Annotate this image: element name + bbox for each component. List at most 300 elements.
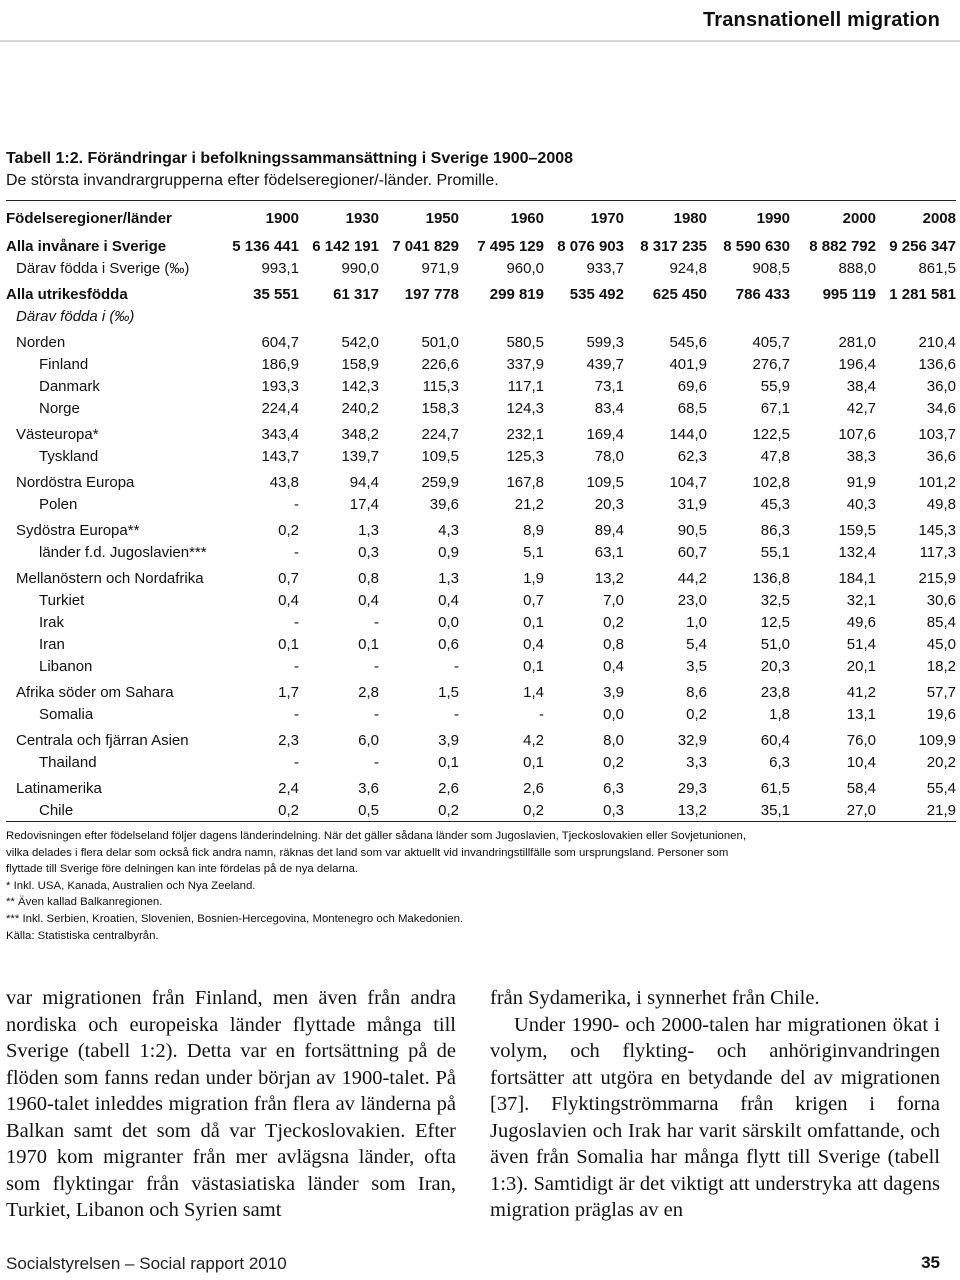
table-cell: 6,3 <box>769 753 790 771</box>
table-cell: 535 492 <box>569 285 624 303</box>
table-cell: 933,7 <box>586 259 624 277</box>
table-cell <box>790 305 876 327</box>
table-cell <box>544 305 624 327</box>
column-header-year: 1900 <box>265 209 299 227</box>
table-note: Källa: Statistiska centralbyrån. <box>6 929 159 942</box>
table-cell: 186,9 <box>261 355 299 373</box>
table-cell: 0,1 <box>278 635 299 653</box>
table-cell: 1,4 <box>523 683 544 701</box>
table-cell: 158,9 <box>341 355 379 373</box>
table-cell: 109,5 <box>586 473 624 491</box>
table-cell: 8,9 <box>523 521 544 539</box>
table-cell: 23,0 <box>677 591 707 609</box>
table-cell: 401,9 <box>669 355 707 373</box>
table-cell: 35,1 <box>760 801 790 819</box>
table-cell: - <box>374 657 379 675</box>
table-cell: 924,8 <box>669 259 707 277</box>
table-cell: 83,4 <box>594 399 624 417</box>
table-cell: 990,0 <box>341 259 379 277</box>
table-cell: 45,3 <box>760 495 790 513</box>
table-cell: 276,7 <box>752 355 790 373</box>
table-cell: 57,7 <box>926 683 956 701</box>
table-cell: 4,3 <box>438 521 459 539</box>
table-cell: 158,3 <box>421 399 459 417</box>
table-cell: 13,2 <box>677 801 707 819</box>
table-cell: 143,7 <box>261 447 299 465</box>
table-cell: 10,4 <box>846 753 876 771</box>
row-label: Mellanöstern och Nordafrika <box>16 569 204 587</box>
table-row <box>6 353 956 375</box>
table-cell: 35 551 <box>253 285 299 303</box>
table-cell: 3,3 <box>686 753 707 771</box>
table-cell: 0,4 <box>523 635 544 653</box>
body-column-right <box>490 985 940 1224</box>
table-cell: 62,3 <box>677 447 707 465</box>
table-cell: - <box>294 657 299 675</box>
table-cell: 0,9 <box>438 543 459 561</box>
table-cell <box>459 305 544 327</box>
table-cell: 55,4 <box>926 779 956 797</box>
page-number: 35 <box>921 1253 940 1272</box>
row-label: Polen <box>39 495 78 513</box>
table-cell: 169,4 <box>586 425 624 443</box>
table-cell: 2,6 <box>523 779 544 797</box>
table-cell: 55,9 <box>760 377 790 395</box>
row-label: Norden <box>16 333 66 351</box>
table-cell: 259,9 <box>421 473 459 491</box>
table-cell: 0,1 <box>438 753 459 771</box>
table-cell: 47,8 <box>760 447 790 465</box>
table-row <box>6 419 956 445</box>
table-cell: 17,4 <box>349 495 379 513</box>
table-row <box>6 799 956 821</box>
table-cell: 3,6 <box>358 779 379 797</box>
table-cell: 36,6 <box>926 447 956 465</box>
table-cell <box>707 305 790 327</box>
table-cell: 101,2 <box>918 473 956 491</box>
table-cell: 159,5 <box>838 521 876 539</box>
table-cell: 1,5 <box>438 683 459 701</box>
table-row <box>6 493 956 515</box>
table-cell: 109,5 <box>421 447 459 465</box>
column-header-region: Födelseregioner/länder <box>6 209 172 227</box>
table-cell: 107,6 <box>838 425 876 443</box>
table-cell: 0,4 <box>358 591 379 609</box>
table-row <box>6 257 956 279</box>
table-cell: 20,3 <box>594 495 624 513</box>
table-cell: 7,0 <box>603 591 624 609</box>
table-cell: 32,5 <box>760 591 790 609</box>
table-note: *** Inkl. Serbien, Kroatien, Slovenien, Bosnien-Hercegovina, Montenegro och Makedonien. <box>6 912 464 925</box>
table-cell: 44,2 <box>677 569 707 587</box>
table-cell: 3,9 <box>438 731 459 749</box>
table-cell: 0,5 <box>358 801 379 819</box>
table-cell: 136,8 <box>752 569 790 587</box>
table-cell: - <box>454 705 459 723</box>
table-cell: 45,0 <box>926 635 956 653</box>
table-cell: 0,3 <box>603 801 624 819</box>
table-cell: 0,2 <box>278 801 299 819</box>
table-cell: 0,1 <box>523 613 544 631</box>
table-cell: 1,9 <box>523 569 544 587</box>
table-cell: - <box>294 705 299 723</box>
table-note: Redovisningen efter födelseland följer dagens länderindelning. När det gäller sådana länder som Jugoslavien, Tjeckoslovakien eller Sovjetunionen, <box>6 830 747 842</box>
table-cell: 41,2 <box>846 683 876 701</box>
table-cell: 139,7 <box>341 447 379 465</box>
table-cell: - <box>294 613 299 631</box>
table-cell: 29,3 <box>677 779 707 797</box>
table-row <box>6 677 956 703</box>
table-cell: 125,3 <box>506 447 544 465</box>
table-cell: 38,4 <box>846 377 876 395</box>
table-cell: 1,8 <box>769 705 790 723</box>
table-cell: 0,2 <box>523 801 544 819</box>
table-cell: 0,2 <box>603 753 624 771</box>
table-cell: 625 450 <box>652 285 707 303</box>
table-cell: 85,4 <box>926 613 956 631</box>
table-cell: 4,2 <box>523 731 544 749</box>
table-cell: 0,8 <box>358 569 379 587</box>
table-cell: 343,4 <box>261 425 299 443</box>
table-cell: 580,5 <box>506 333 544 351</box>
table-note: vilka delades i flera delar som också fick andra namn, räknas det land som var aktuellt vid invandringstillfälle som ursprungsland. Personer som <box>6 846 729 859</box>
table-cell: 888,0 <box>838 259 876 277</box>
table-cell: 49,8 <box>926 495 956 513</box>
table-row <box>6 563 956 589</box>
table-cell: 61,5 <box>760 779 790 797</box>
row-label: länder f.d. Jugoslavien*** <box>39 543 207 561</box>
table-cell: 94,4 <box>349 473 379 491</box>
table-cell: 210,4 <box>918 333 956 351</box>
table-cell: 439,7 <box>586 355 624 373</box>
table-cell: 5,4 <box>686 635 707 653</box>
table-cell: 51,4 <box>846 635 876 653</box>
table-header-row <box>6 201 956 235</box>
table-cell: 0,4 <box>438 591 459 609</box>
column-header-year: 1950 <box>425 209 459 227</box>
table-cell: 995 119 <box>822 285 876 303</box>
table-cell: - <box>374 613 379 631</box>
table-cell: 0,3 <box>358 543 379 561</box>
row-label: Libanon <box>39 657 93 675</box>
table-cell: 8,6 <box>686 683 707 701</box>
table-cell: 215,9 <box>918 569 956 587</box>
table-cell <box>379 305 459 327</box>
table-cell: 405,7 <box>752 333 790 351</box>
row-label: Därav födda i Sverige (‰) <box>16 259 190 277</box>
row-label: Finland <box>39 355 89 373</box>
table-cell: 604,7 <box>261 333 299 351</box>
table-cell: 224,7 <box>421 425 459 443</box>
table-row <box>6 467 956 493</box>
table-row <box>6 725 956 751</box>
table-cell <box>876 305 956 327</box>
table-cell: 167,8 <box>506 473 544 491</box>
table-row <box>6 633 956 655</box>
table-cell: 908,5 <box>752 259 790 277</box>
table-note: flyttade till Sverige före delningen kan inte fördelas på de nya delarna. <box>6 863 359 876</box>
row-label: Nordöstra Europa <box>16 473 135 491</box>
table-cell: 348,2 <box>341 425 379 443</box>
table-cell: 8 076 903 <box>557 237 624 255</box>
table-cell: 0,0 <box>438 613 459 631</box>
table-cell: 49,6 <box>846 613 876 631</box>
table-cell: - <box>294 753 299 771</box>
row-label: Turkiet <box>39 591 85 609</box>
table-cell: - <box>374 753 379 771</box>
table-cell: 39,6 <box>429 495 459 513</box>
table-cell: 86,3 <box>760 521 790 539</box>
table-cell <box>624 305 707 327</box>
table-cell: 20,2 <box>926 753 956 771</box>
table-cell: 32,1 <box>846 591 876 609</box>
table-cell <box>214 305 299 327</box>
row-label: Danmark <box>39 377 100 395</box>
body-paragraph-right-2: Under 1990- och 2000-talen har migrationen ökat i volym, och flykting- och anhöriginvandringen fortsätter att utgöra en betydande del av migrationen [37]. Flyktingströmmarna från krigen i forna Jugoslavien och Irak har varit särskilt omfattande, och även från Somalia har många flytt till Sverige (tabell 1:3). Samtidigt är det viktigt att understryka att dagens migration präglas av en <box>490 1013 940 1221</box>
table-cell: 40,3 <box>846 495 876 513</box>
table-title: Tabell 1:2. Förändringar i befolkningssammansättning i Sverige 1900–2008 <box>6 150 574 167</box>
body-column-left <box>6 985 456 1224</box>
row-label: Norge <box>39 399 80 417</box>
running-header <box>0 0 960 40</box>
table-note: ** Även kallad Balkanregionen. <box>6 896 163 909</box>
table-cell: 226,6 <box>421 355 459 373</box>
row-label: Chile <box>39 801 74 819</box>
table-cell: 1,7 <box>278 683 299 701</box>
table-cell: 13,2 <box>594 569 624 587</box>
table-cell: 545,6 <box>669 333 707 351</box>
table-cell: 31,9 <box>677 495 707 513</box>
table-cell: 501,0 <box>421 333 459 351</box>
table-row <box>6 445 956 467</box>
table-cell: 2,8 <box>358 683 379 701</box>
table-cell: 599,3 <box>586 333 624 351</box>
table-cell: 103,7 <box>918 425 956 443</box>
table-caption <box>6 148 956 192</box>
table-cell: 281,0 <box>838 333 876 351</box>
table-cell: 0,1 <box>358 635 379 653</box>
table-cell: 34,6 <box>926 399 956 417</box>
table-cell: 73,1 <box>594 377 624 395</box>
table-cell: 55,1 <box>760 543 790 561</box>
column-header-year: 2008 <box>922 209 956 227</box>
table-row <box>6 655 956 677</box>
table-row <box>6 773 956 799</box>
table-cell: 42,7 <box>846 399 876 417</box>
table-cell: 0,0 <box>603 705 624 723</box>
table-cell: 21,2 <box>514 495 544 513</box>
table-cell: - <box>539 705 544 723</box>
column-header-year: 1990 <box>756 209 790 227</box>
table-cell: 337,9 <box>506 355 544 373</box>
table-row <box>6 327 956 353</box>
table-cell: 90,5 <box>677 521 707 539</box>
row-label: Tyskland <box>39 447 99 465</box>
table-cell: 12,5 <box>760 613 790 631</box>
table-cell: 60,7 <box>677 543 707 561</box>
table-cell: 184,1 <box>838 569 876 587</box>
table-row <box>6 541 956 563</box>
table-cell: 6 142 191 <box>312 237 379 255</box>
table-note: * Inkl. USA, Kanada, Australien och Nya Zeeland. <box>6 879 256 892</box>
row-label: Västeuropa* <box>16 425 99 443</box>
table-cell: 19,6 <box>926 705 956 723</box>
migration-table <box>6 201 956 821</box>
table-row <box>6 751 956 773</box>
table-cell: 51,0 <box>760 635 790 653</box>
table-cell: 38,3 <box>846 447 876 465</box>
table-cell: 8 590 630 <box>723 237 790 255</box>
table-cell: 43,8 <box>269 473 299 491</box>
table-cell: 0,1 <box>523 753 544 771</box>
table-cell: 5,1 <box>523 543 544 561</box>
footer-publication: Socialstyrelsen – Social rapport 2010 <box>6 1254 287 1273</box>
table-cell: 993,1 <box>261 259 299 277</box>
table-cell: 69,6 <box>677 377 707 395</box>
table-cell: 30,6 <box>926 591 956 609</box>
table-row <box>6 397 956 419</box>
table-cell: 91,9 <box>846 473 876 491</box>
column-header-year: 1930 <box>345 209 379 227</box>
table-cell: 32,9 <box>677 731 707 749</box>
row-label: Alla invånare i Sverige <box>6 237 167 255</box>
table-cell: 144,0 <box>669 425 707 443</box>
table-cell: 136,6 <box>918 355 956 373</box>
table-cell: 8 882 792 <box>809 237 876 255</box>
table-cell: 0,7 <box>523 591 544 609</box>
column-header-year: 2000 <box>842 209 876 227</box>
table-cell: 1 281 581 <box>889 285 956 303</box>
table-notes <box>6 828 946 944</box>
table-row <box>6 375 956 397</box>
table-cell: 971,9 <box>421 259 459 277</box>
column-header-year: 1970 <box>590 209 624 227</box>
table-cell: 78,0 <box>594 447 624 465</box>
table-cell: 8 317 235 <box>640 237 707 255</box>
table-row <box>6 305 956 327</box>
table-row <box>6 589 956 611</box>
table-subtitle: De största invandrargrupperna efter födelseregioner/-länder. Promille. <box>6 172 499 189</box>
table-cell: - <box>454 657 459 675</box>
table-cell: 7 495 129 <box>477 237 544 255</box>
table-bottom-rule <box>6 821 956 822</box>
row-label: Centrala och fjärran Asien <box>16 731 189 749</box>
table-cell: 132,4 <box>838 543 876 561</box>
table-row <box>6 235 956 257</box>
table-cell: 3,5 <box>686 657 707 675</box>
table-row <box>6 515 956 541</box>
table-cell: 20,3 <box>760 657 790 675</box>
table-cell: 240,2 <box>341 399 379 417</box>
table-cell: 0,6 <box>438 635 459 653</box>
table-cell: 9 256 347 <box>889 237 956 255</box>
table-cell: 23,8 <box>760 683 790 701</box>
table-cell: 63,1 <box>594 543 624 561</box>
row-label: Iran <box>39 635 65 653</box>
table-cell: 58,4 <box>846 779 876 797</box>
table-cell: 76,0 <box>846 731 876 749</box>
table-cell: 8,0 <box>603 731 624 749</box>
table-cell: - <box>294 543 299 561</box>
table-cell: 124,3 <box>506 399 544 417</box>
column-header-year: 1980 <box>673 209 707 227</box>
table-cell: 0,8 <box>603 635 624 653</box>
table-cell: 21,9 <box>926 801 956 819</box>
table-body <box>6 235 956 821</box>
table-cell: 36,0 <box>926 377 956 395</box>
table-cell: 786 433 <box>735 285 790 303</box>
table-cell: - <box>294 495 299 513</box>
table-cell: 861,5 <box>918 259 956 277</box>
table-cell: 0,2 <box>278 521 299 539</box>
table-cell: 7 041 829 <box>392 237 459 255</box>
table-cell: 117,3 <box>919 543 956 561</box>
table-cell: - <box>374 705 379 723</box>
table-cell: 67,1 <box>760 399 790 417</box>
table-cell: 20,1 <box>846 657 876 675</box>
table-cell: 6,0 <box>358 731 379 749</box>
table-cell: 3,9 <box>603 683 624 701</box>
table-cell: 18,2 <box>926 657 956 675</box>
table-cell: 2,4 <box>278 779 299 797</box>
table-cell: 5 136 441 <box>232 237 299 255</box>
table-cell: 68,5 <box>677 399 707 417</box>
table-cell: 6,3 <box>603 779 624 797</box>
table-cell: 1,0 <box>686 613 707 631</box>
table-row <box>6 279 956 305</box>
table-container <box>6 200 956 944</box>
header-divider <box>0 40 960 42</box>
table-cell: 0,1 <box>523 657 544 675</box>
table-cell: 0,7 <box>278 569 299 587</box>
row-label: Därav födda i (‰) <box>16 307 135 325</box>
table-cell: 89,4 <box>594 521 624 539</box>
table-cell: 109,9 <box>918 731 956 749</box>
table-cell: 145,3 <box>918 521 956 539</box>
table-row <box>6 611 956 633</box>
table-cell: 0,2 <box>438 801 459 819</box>
table-cell: 197 778 <box>404 285 459 303</box>
row-label: Irak <box>39 613 65 631</box>
table-cell: 142,3 <box>341 377 379 395</box>
row-label: Somalia <box>39 705 94 723</box>
row-label: Afrika söder om Sahara <box>16 683 174 701</box>
table-cell: 196,4 <box>838 355 876 373</box>
table-cell: 122,5 <box>752 425 790 443</box>
body-paragraph-right-1: från Sydamerika, i synnerhet från Chile. <box>490 987 820 1009</box>
row-label: Sydöstra Europa** <box>16 521 140 539</box>
table-cell: 224,4 <box>261 399 299 417</box>
table-cell: 60,4 <box>760 731 790 749</box>
table-cell: 13,1 <box>846 705 876 723</box>
table-cell: 0,2 <box>603 613 624 631</box>
table-cell: 232,1 <box>506 425 544 443</box>
table-cell: 1,3 <box>358 521 379 539</box>
table-cell: 117,1 <box>507 377 544 395</box>
table-cell <box>299 305 379 327</box>
row-label: Thailand <box>39 753 97 771</box>
table-cell: 61 317 <box>333 285 379 303</box>
table-cell: 0,2 <box>686 705 707 723</box>
table-cell: 115,3 <box>422 377 459 395</box>
table-cell: 960,0 <box>506 259 544 277</box>
column-header-year: 1960 <box>510 209 544 227</box>
table-row <box>6 703 956 725</box>
running-header-title: Transnationell migration <box>702 8 940 31</box>
table-cell: 193,3 <box>261 377 299 395</box>
table-cell: 27,0 <box>846 801 876 819</box>
table-cell: 0,4 <box>603 657 624 675</box>
